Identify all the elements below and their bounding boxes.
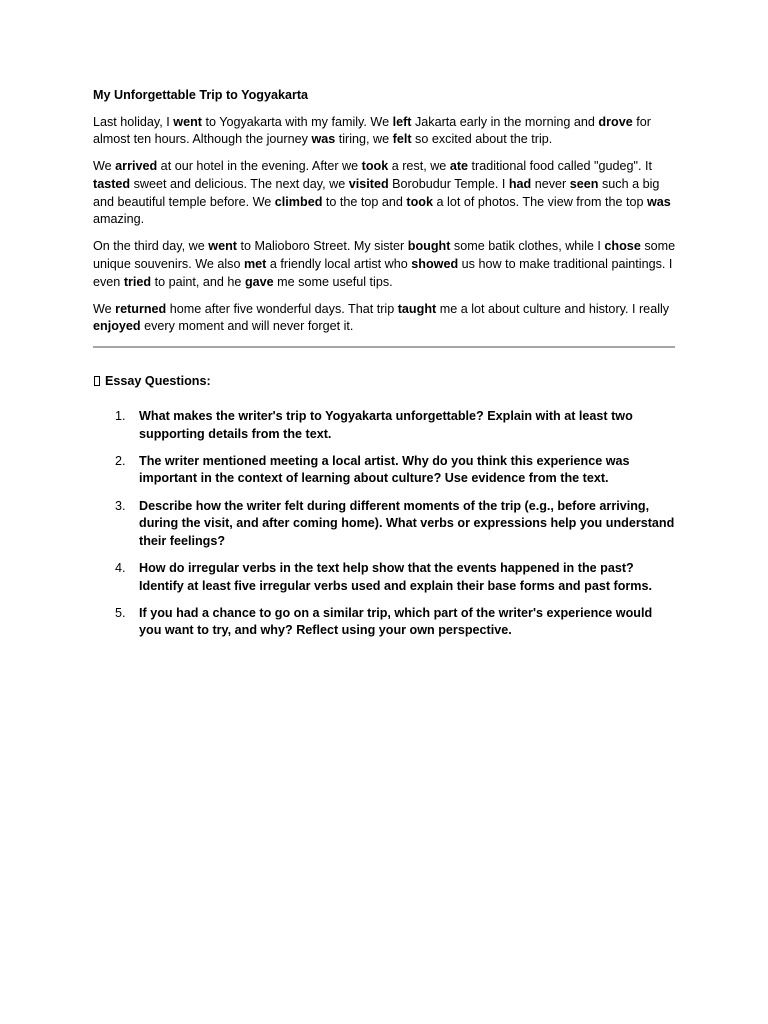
question-list — [93, 408, 676, 640]
story-paragraph — [93, 301, 676, 336]
highlighted-verb: went — [208, 239, 237, 254]
text-run: to Malioboro Street. My sister — [236, 239, 408, 254]
question-number: 5. — [115, 605, 126, 620]
highlighted-verb: met — [243, 256, 267, 271]
question-item — [93, 408, 676, 443]
question-item — [93, 560, 676, 595]
section-divider — [93, 346, 675, 348]
text-run: such a big and beautiful temple before. We — [93, 176, 660, 209]
highlighted-verb: bought — [407, 239, 451, 254]
text-run: at our hotel in the evening. After we — [157, 159, 362, 174]
text-run: us how to make traditional paintings. I even — [93, 256, 673, 289]
text-run: never — [531, 176, 570, 191]
question-number: 1. — [115, 409, 126, 424]
highlighted-verb: tried — [123, 274, 152, 289]
highlighted-verb: drove — [598, 114, 633, 129]
highlighted-verb: was — [311, 132, 336, 147]
text-run: to paint, and he — [151, 274, 245, 289]
highlighted-verb: enjoyed — [93, 319, 141, 334]
question-text: What makes the writer's trip to Yogyakarta unforgettable? Explain with at least two supporting details from the text. — [139, 409, 633, 441]
story-body — [93, 114, 676, 336]
highlighted-verb: had — [508, 176, 532, 191]
text-run: amazing. — [93, 212, 145, 227]
highlighted-verb: gave — [244, 274, 274, 289]
text-run: me some useful tips. — [273, 274, 393, 289]
text-run: sweet and delicious. The next day, we — [130, 176, 349, 191]
question-number: 2. — [115, 453, 126, 468]
highlighted-verb: arrived — [115, 159, 158, 174]
question-item — [93, 605, 676, 640]
text-run: We — [93, 159, 116, 174]
highlighted-verb: climbed — [274, 194, 323, 209]
question-text: Describe how the writer felt during different moments of the trip (e.g., before arriving, during the visit, and after coming home). What verbs or expressions help you understand their feelings? — [139, 498, 675, 548]
question-text: How do irregular verbs in the text help show that the events happened in the past? Identify at least five irregular verbs used and explain their base forms and past forms. — [139, 561, 653, 593]
question-text: The writer mentioned meeting a local artist. Why do you think this experience was important in the context of learning about culture? Use evidence from the text. — [139, 453, 630, 486]
highlighted-verb: tasted — [93, 176, 131, 191]
highlighted-verb: showed — [411, 256, 459, 271]
highlighted-verb: returned — [115, 301, 167, 316]
story-paragraph — [93, 114, 676, 149]
text-run: me a lot about culture and history. I really — [436, 301, 670, 316]
text-run: so excited about the trip. — [411, 132, 553, 147]
essay-questions-heading — [93, 373, 676, 391]
highlighted-verb: chose — [604, 239, 641, 254]
text-run: We — [93, 301, 116, 316]
text-run: some unique souvenirs. We also — [93, 239, 676, 271]
question-number: 4. — [115, 561, 126, 576]
document-title: My Unforgettable Trip to Yogyakarta — [93, 88, 309, 102]
text-run: On the third day, we — [93, 239, 209, 254]
story-paragraph — [93, 158, 676, 228]
text-run: to the top and — [322, 194, 407, 209]
text-run: tiring, we — [335, 132, 393, 147]
highlighted-verb: went — [173, 114, 202, 129]
highlighted-verb: left — [392, 114, 412, 129]
text-run: for almost ten hours. Although the journey — [93, 114, 651, 147]
text-run: Borobudur Temple. I — [388, 176, 509, 191]
document-page — [93, 87, 676, 650]
question-item — [93, 453, 676, 488]
essay-questions-label: Essay Questions: — [105, 373, 211, 388]
text-run: traditional food called "gudeg". It — [468, 159, 652, 174]
text-run: a lot of photos. The view from the top — [433, 194, 647, 209]
text-run: every moment and will never forget it. — [140, 319, 354, 334]
highlighted-verb: taught — [397, 301, 437, 316]
highlighted-verb: was — [647, 194, 671, 209]
text-run: home after five wonderful days. That trip — [166, 301, 398, 316]
text-run: Last holiday, I — [93, 114, 174, 129]
text-run: to Yogyakarta with my family. We — [201, 114, 393, 129]
highlighted-verb: took — [361, 159, 389, 174]
text-run: a friendly local artist who — [266, 256, 412, 271]
highlighted-verb: seen — [569, 176, 599, 191]
highlighted-verb: ate — [449, 159, 469, 174]
missing-glyph-icon — [94, 376, 100, 386]
question-text: If you had a chance to go on a similar trip, which part of the writer's experience would you want to try, and why? Reflect using your own perspective. — [139, 605, 653, 638]
highlighted-verb: took — [406, 194, 434, 209]
text-run: a rest, we — [388, 159, 450, 174]
highlighted-verb: felt — [392, 132, 412, 147]
question-item — [93, 498, 676, 551]
text-run: Jakarta early in the morning and — [411, 114, 599, 129]
story-paragraph — [93, 238, 676, 291]
question-number: 3. — [115, 498, 126, 513]
highlighted-verb: visited — [348, 176, 389, 191]
text-run: some batik clothes, while I — [450, 239, 605, 254]
